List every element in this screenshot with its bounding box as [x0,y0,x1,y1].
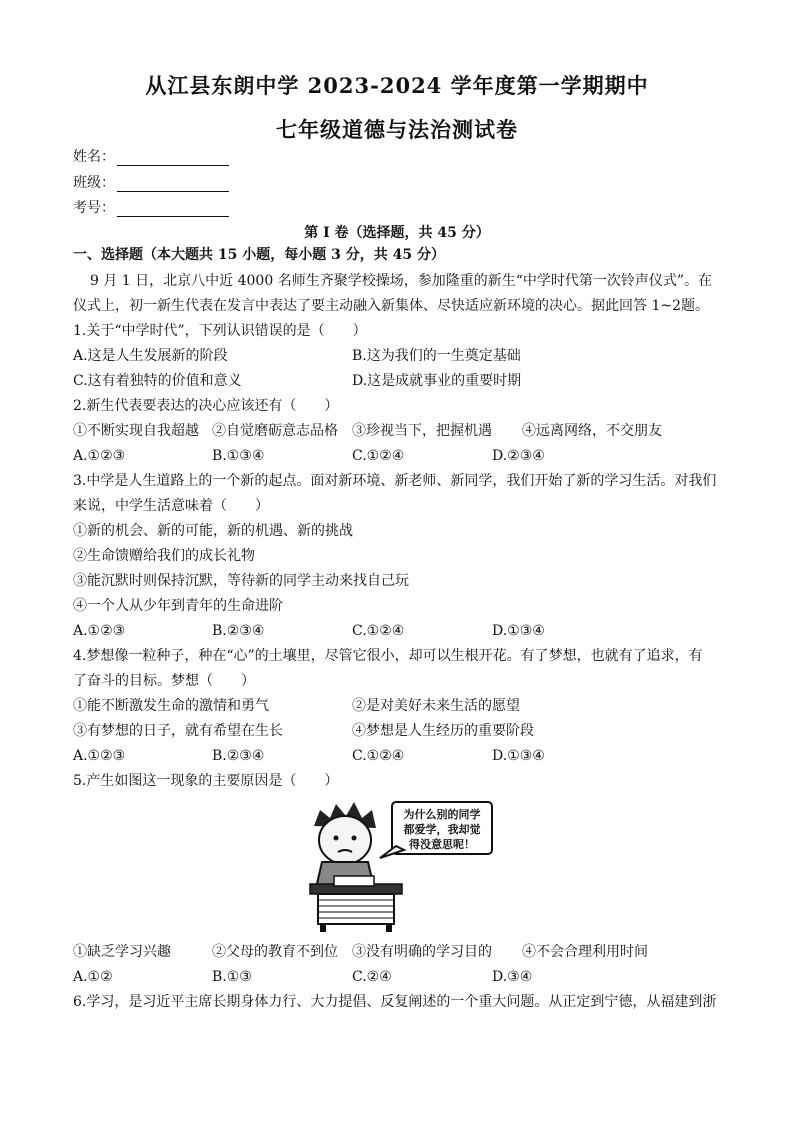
q4-option-d[interactable]: D.①③④ [492,748,545,764]
intro-line1: 9 月 1 日，北京八中近 4000 名师生齐聚学校操场，参加隆重的新生“中学时代第一次铃声仪式”。在 [90,273,713,289]
student-head [319,816,371,864]
q3-statement-3: ③能沉默时则保持沉默，等待新的同学主动来找自己玩 [73,573,409,589]
q3-option-b[interactable]: B.②③④ [212,623,265,639]
q4-statement-3: ③有梦想的日子，就有希望在生长 [73,723,283,739]
speech-bubble-line1: 为什么别的同学 [403,808,481,821]
q4-statement-4: ④梦想是人生经历的重要阶段 [352,723,534,739]
q2-statement-3: ③珍视当下，把握机遇 [352,423,492,439]
q4-statement-2: ②是对美好未来生活的愿望 [352,698,520,714]
speech-bubble-line2: 都爱学，我却觉 [403,823,481,836]
q2-statement-4: ④远离网络，不交朋友 [522,423,662,439]
q1-option-b[interactable]: B.这为我们的一生奠定基础 [352,348,521,364]
q3-statement-4: ④一个人从少年到青年的生命进阶 [73,598,283,614]
q5-statement-2: ②父母的教育不到位 [212,944,338,960]
q4-option-c[interactable]: C.①②④ [352,748,405,764]
name-label: 姓名： [73,149,115,165]
q5-cartoon-figure [300,796,496,932]
q4-statement-1: ①能不断激发生命的激情和勇气 [73,698,269,714]
name-blank[interactable] [117,151,229,166]
intro-line2: 仪式上，初一新生代表在发言中表达了要主动融入新集体、尽快适应新环境的决心。据此回答 1~2题。 [73,298,709,314]
part1-heading: 一、选择题（本大题共 15 小题，每小题 3 分，共 45 分） [73,247,445,263]
q4-stem-line2: 了奋斗的目标。梦想（ ） [73,673,255,689]
q2-option-b[interactable]: B.①③④ [212,448,265,464]
q4-stem-line1: 4.梦想像一粒种子，种在“心”的土壤里，尽管它很小，却可以生根开花。有了梦想，也就有了追求，有 [73,648,703,664]
q5-option-b[interactable]: B.①③ [212,969,252,985]
q5-statement-1: ①缺乏学习兴趣 [73,944,171,960]
q1-option-d[interactable]: D.这是成就事业的重要时期 [352,373,522,389]
class-label: 班级： [73,175,115,191]
book [334,876,374,886]
q2-statement-2: ②自觉磨砺意志品格 [212,423,338,439]
q5-statement-3: ③没有明确的学习目的 [352,944,492,960]
class-field[interactable] [73,174,229,192]
class-blank[interactable] [117,177,229,192]
exam-title-line2: 七年级道德与法治测试卷 [276,117,518,142]
exam-title-line1: 从江县东朗中学 2023-2024 学年度第一学期期中 [145,73,649,98]
q2-option-d[interactable]: D.②③④ [492,448,545,464]
q3-option-d[interactable]: D.①③④ [492,623,545,639]
q6-stem-line1: 6.学习，是习近平主席长期身体力行、大力提倡、反复阐述的一个重大问题。从正定到宁德，从福建到浙 [73,994,717,1010]
q5-option-a[interactable]: A.①② [73,969,113,985]
q1-option-c[interactable]: C.这有着独特的价值和意义 [73,373,242,389]
q1-stem: 1.关于“中学时代”，下列认识错误的是（ ） [73,323,367,339]
q5-option-c[interactable]: C.②④ [352,969,392,985]
q5-statement-4: ④不会合理利用时间 [522,944,648,960]
q3-option-a[interactable]: A.①②③ [73,623,126,639]
desk-front [318,894,394,924]
q3-statement-1: ①新的机会、新的可能，新的机遇、新的挑战 [73,523,353,539]
q3-option-c[interactable]: C.①②④ [352,623,405,639]
q3-statement-2: ②生命馈赠给我们的成长礼物 [73,548,255,564]
speech-bubble-line3: 得没意思呢！ [409,838,475,851]
q4-option-b[interactable]: B.②③④ [212,748,265,764]
section-title: 第 I 卷（选择题，共 45 分） [304,225,490,241]
q2-option-c[interactable]: C.①②④ [352,448,405,464]
q1-option-a[interactable]: A.这是人生发展新的阶段 [73,348,228,364]
q3-stem-line1: 3.中学是人生道路上的一个新的起点。面对新环境、新老师、新同学，我们开始了新的学习生活。对我们 [73,473,717,489]
number-blank[interactable] [117,202,229,217]
q2-stem: 2.新生代表要表达的决心应该还有（ ） [73,398,339,414]
q2-statement-1: ①不断实现自我超越 [73,423,199,439]
q5-option-d[interactable]: D.③④ [492,969,533,985]
q5-stem: 5.产生如图这一现象的主要原因是（ ） [73,773,339,789]
number-field[interactable] [73,199,229,217]
q2-option-a[interactable]: A.①②③ [73,448,126,464]
q4-option-a[interactable]: A.①②③ [73,748,126,764]
name-field[interactable] [73,148,229,166]
q3-stem-line2: 来说，中学生活意味着（ ） [73,498,269,514]
number-label: 考号： [73,200,115,216]
